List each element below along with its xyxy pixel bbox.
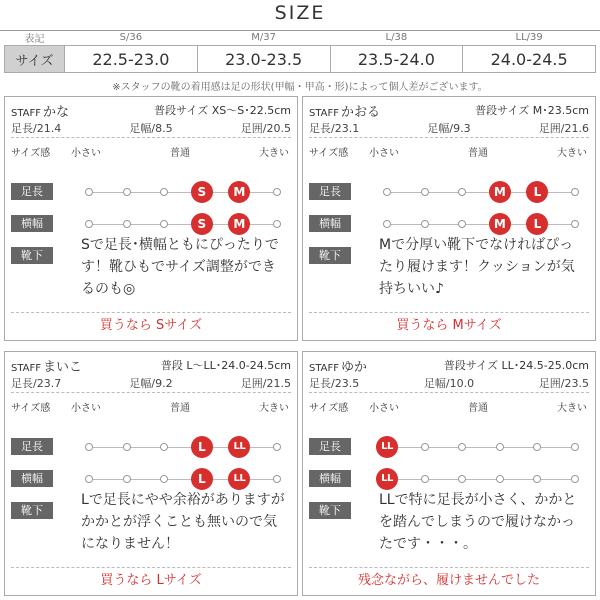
row-label-socks: 靴下 xyxy=(11,247,53,264)
scale-title: サイズ感 xyxy=(309,403,349,414)
width-scale-dot xyxy=(421,475,429,483)
width-size-mark: M xyxy=(489,213,511,235)
staff-verdict: 買うなら Mサイズ xyxy=(396,318,502,333)
foot-girth: 足囲/23.5 xyxy=(538,377,589,390)
divider xyxy=(309,312,589,313)
usual-size: 普段サイズ XS〜S･22.5cm xyxy=(154,104,291,117)
staff-header xyxy=(309,101,589,120)
foot-width: 足幅/9.3 xyxy=(427,122,471,135)
length-scale-dot xyxy=(383,188,391,196)
width-scale-dot xyxy=(160,475,168,483)
staff-label: STAFF xyxy=(309,363,340,374)
width-scale-dot xyxy=(160,220,168,228)
scale-small: 小さい xyxy=(369,403,399,414)
staff-comment: LLで特に足長が小さく、かかとを踏んでしまうので履けなかったです・・・。 xyxy=(379,492,577,552)
staff-label: STAFF xyxy=(11,363,42,374)
scale-small: 小さい xyxy=(71,148,101,159)
length-scale-dot xyxy=(160,188,168,196)
width-scale-dot xyxy=(273,475,281,483)
size-column-label: M/37 xyxy=(251,32,276,43)
usual-size: 普段 L〜LL･24.0-24.5cm xyxy=(160,359,291,372)
width-track xyxy=(387,479,575,480)
row-label-socks: 靴下 xyxy=(309,502,351,519)
row-label-width: 横幅 xyxy=(11,470,53,487)
width-size-mark: L xyxy=(526,213,548,235)
width-scale-dot xyxy=(458,220,466,228)
staff-name: ゆか xyxy=(341,360,368,375)
usual-size: 普段サイズ M･23.5cm xyxy=(475,104,589,117)
scale-title: サイズ感 xyxy=(11,403,51,414)
staff-name: まいこ xyxy=(43,360,83,375)
scale-large: 大きい xyxy=(557,148,587,159)
foot-length: 足長/23.5 xyxy=(309,377,360,390)
length-scale-dot xyxy=(273,188,281,196)
length-scale-dot xyxy=(123,443,131,451)
width-scale-dot xyxy=(85,475,93,483)
width-size-mark: L xyxy=(191,468,213,490)
foot-measurements xyxy=(11,120,291,134)
staff-verdict: 買うなら Sサイズ xyxy=(99,318,203,333)
staff-comment: Mで分厚い靴下でなければぴったり履けます！クッションが気持ちいい♪ xyxy=(379,237,575,297)
size-column-label: L/38 xyxy=(385,32,408,43)
divider xyxy=(11,392,291,393)
row-label-width: 横幅 xyxy=(309,470,351,487)
width-scale-dot xyxy=(85,220,93,228)
foot-girth: 足囲/21.6 xyxy=(538,122,589,135)
divider xyxy=(309,567,589,568)
width-size-mark: LL xyxy=(228,468,250,490)
width-scale-dot xyxy=(571,475,579,483)
width-scale-dot xyxy=(496,475,504,483)
width-scale-dot xyxy=(383,220,391,228)
size-header-label: 表記 xyxy=(24,34,45,45)
length-scale-dot xyxy=(496,443,504,451)
length-scale-dot xyxy=(123,188,131,196)
page-title: SIZE xyxy=(274,2,326,24)
foot-girth: 足囲/20.5 xyxy=(240,122,291,135)
width-scale-dot xyxy=(571,220,579,228)
width-scale-dot xyxy=(123,475,131,483)
staff-name: かな xyxy=(43,105,70,120)
row-label-width: 横幅 xyxy=(11,215,53,232)
size-value: 24.0-24.5 xyxy=(463,46,596,73)
foot-measurements xyxy=(11,375,291,389)
length-scale-dot xyxy=(571,188,579,196)
length-scale-dot xyxy=(85,443,93,451)
length-size-mark: LL xyxy=(228,436,250,458)
usual-size: 普段サイズ LL･24.5-25.0cm xyxy=(443,359,589,372)
length-scale-dot xyxy=(421,188,429,196)
divider xyxy=(11,567,291,568)
foot-measurements xyxy=(309,375,589,389)
length-scale-dot xyxy=(533,443,541,451)
length-scale-dot xyxy=(273,443,281,451)
length-size-mark: L xyxy=(191,436,213,458)
length-scale-dot xyxy=(85,188,93,196)
row-label-socks: 靴下 xyxy=(11,502,53,519)
length-size-mark: L xyxy=(526,181,548,203)
staff-header xyxy=(309,356,589,375)
width-size-mark: LL xyxy=(376,468,398,490)
staff-card xyxy=(4,96,298,341)
scale-large: 大きい xyxy=(259,403,289,414)
foot-girth: 足囲/21.5 xyxy=(240,377,291,390)
scale-small: 小さい xyxy=(71,403,101,414)
size-table xyxy=(4,30,596,73)
staff-card xyxy=(302,96,596,341)
length-track xyxy=(387,447,575,448)
scale-small: 小さい xyxy=(369,148,399,159)
width-size-mark: M xyxy=(228,213,250,235)
staff-label: STAFF xyxy=(11,108,42,119)
size-row-label: サイズ xyxy=(5,46,65,73)
size-column-label: S/36 xyxy=(119,32,143,43)
length-scale-dot xyxy=(458,443,466,451)
length-size-mark: M xyxy=(228,181,250,203)
length-size-mark: LL xyxy=(376,436,398,458)
divider xyxy=(11,312,291,313)
scale-normal: 普通 xyxy=(468,148,488,159)
length-scale-dot xyxy=(421,443,429,451)
scale-normal: 普通 xyxy=(468,403,488,414)
width-scale-dot xyxy=(533,475,541,483)
row-label-length: 足長 xyxy=(309,438,351,455)
divider xyxy=(309,137,589,138)
length-scale-dot xyxy=(458,188,466,196)
row-label-socks: 靴下 xyxy=(309,247,351,264)
size-value: 22.5-23.0 xyxy=(65,46,198,73)
staff-comment: Lで足長にやや余裕がありますがかかとが浮くことも無いので気になりません！ xyxy=(81,492,285,552)
length-scale-dot xyxy=(160,443,168,451)
row-label-width: 横幅 xyxy=(309,215,351,232)
row-label-length: 足長 xyxy=(309,183,351,200)
divider xyxy=(309,392,589,393)
staff-verdict: 買うなら Lサイズ xyxy=(100,573,202,588)
foot-width: 足幅/8.5 xyxy=(129,122,173,135)
scale-normal: 普通 xyxy=(170,148,190,159)
length-size-mark: M xyxy=(489,181,511,203)
staff-card xyxy=(4,351,298,596)
scale-title: サイズ感 xyxy=(309,148,349,159)
length-scale-dot xyxy=(571,443,579,451)
width-scale-dot xyxy=(123,220,131,228)
width-scale-dot xyxy=(458,475,466,483)
foot-length: 足長/23.7 xyxy=(11,377,62,390)
staff-label: STAFF xyxy=(309,108,340,119)
scale-large: 大きい xyxy=(259,148,289,159)
staff-header xyxy=(11,101,291,120)
staff-header xyxy=(11,356,291,375)
scale-large: 大きい xyxy=(557,403,587,414)
fit-note: ※スタッフの靴の着用感は足の形状(甲幅・甲高・形)によって個人差がございます。 xyxy=(112,82,488,93)
divider xyxy=(11,137,291,138)
staff-comment: Sで足長･横幅ともにぴったりです！靴ひもでサイズ調整ができるのも◎ xyxy=(81,237,279,297)
row-label-length: 足長 xyxy=(11,183,53,200)
length-size-mark: S xyxy=(191,181,213,203)
staff-name: かおる xyxy=(341,105,381,120)
scale-title: サイズ感 xyxy=(11,148,51,159)
row-label-length: 足長 xyxy=(11,438,53,455)
foot-length: 足長/23.1 xyxy=(309,122,360,135)
foot-length: 足長/21.4 xyxy=(11,122,62,135)
width-scale-dot xyxy=(421,220,429,228)
foot-width: 足幅/10.0 xyxy=(423,377,475,390)
foot-measurements xyxy=(309,120,589,134)
staff-verdict: 残念ながら、履けませんでした xyxy=(357,573,540,588)
scale-normal: 普通 xyxy=(170,403,190,414)
staff-card xyxy=(302,351,596,596)
foot-width: 足幅/9.2 xyxy=(129,377,173,390)
width-size-mark: S xyxy=(191,213,213,235)
size-column-label: LL/39 xyxy=(515,32,543,43)
width-scale-dot xyxy=(273,220,281,228)
size-value: 23.0-23.5 xyxy=(197,46,330,73)
size-value: 23.5-24.0 xyxy=(330,46,463,73)
